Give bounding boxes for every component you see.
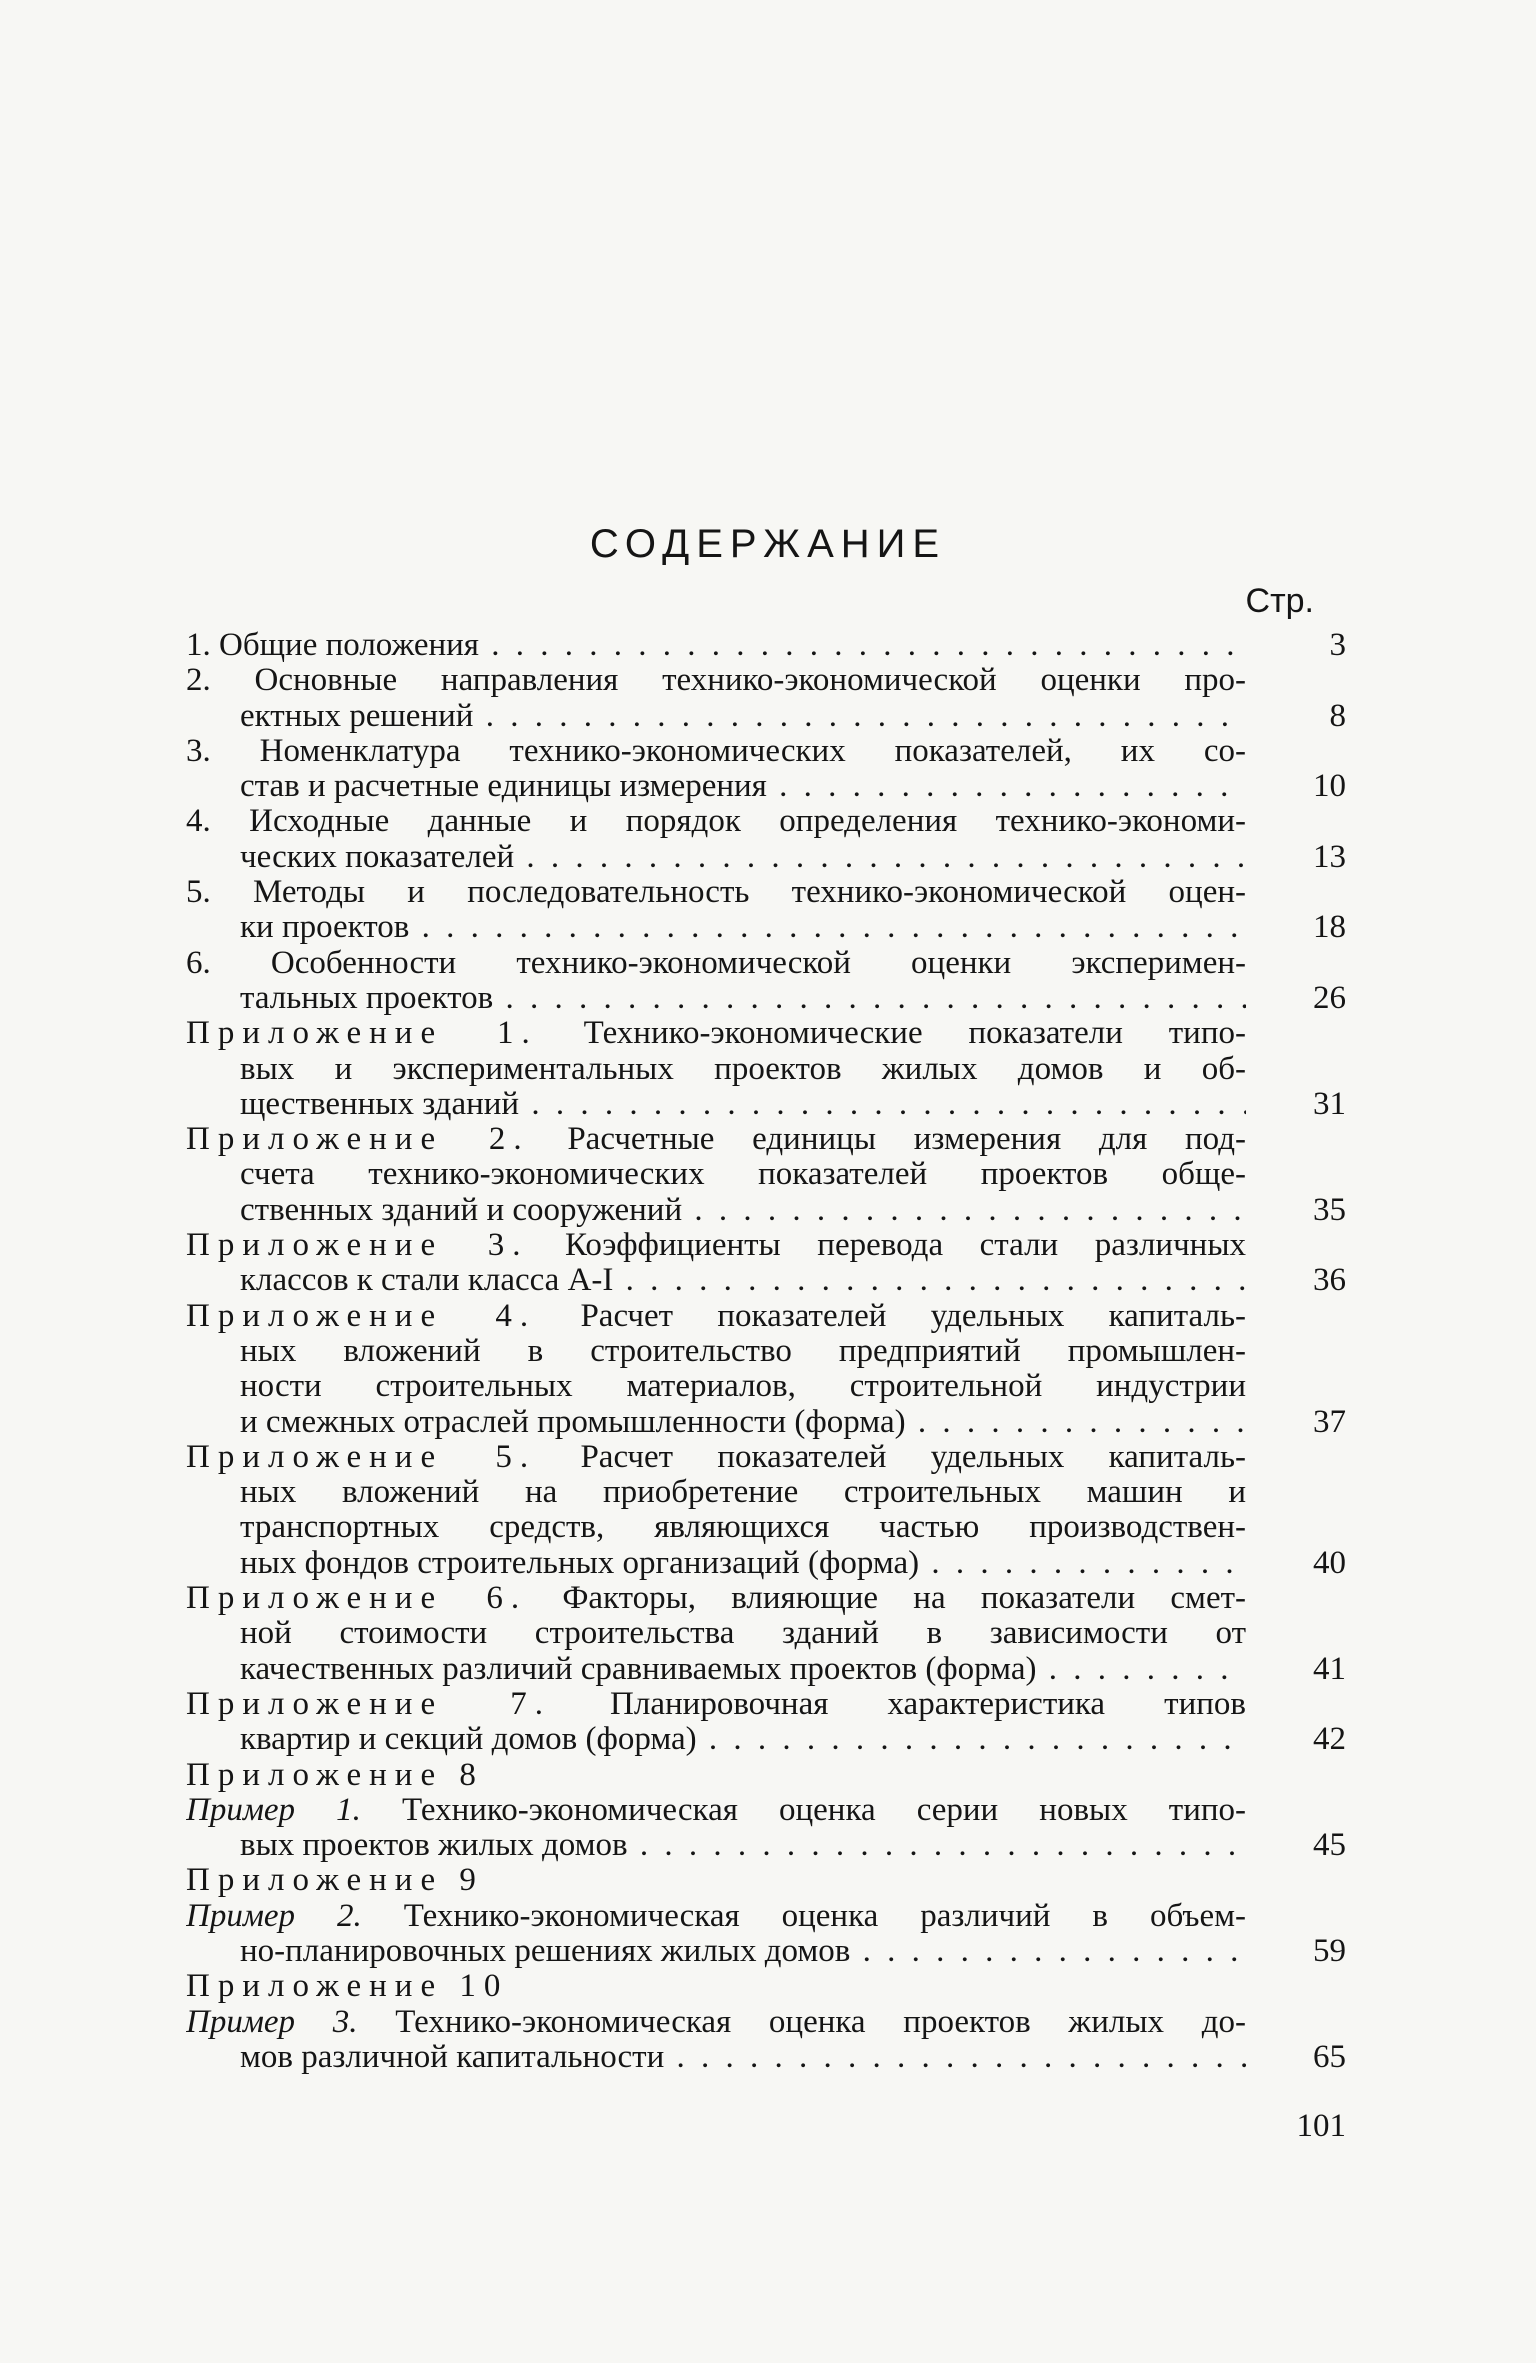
toc-entry-line [186,769,1246,804]
toc-entry [186,1758,1346,1793]
toc-entry-line [186,734,1246,769]
toc-entry [186,1299,1346,1440]
toc-entry-text: тальных проектов [240,980,494,1016]
toc-entry [186,1581,1346,1687]
table-of-contents [186,628,1346,2075]
toc-entry-text: ности строительных материалов, строительной индустрии [240,1369,1246,1405]
toc-entry-line [186,946,1246,981]
toc-entry [186,1899,1346,1970]
toc-entry-label: Приложение 4. [186,1298,537,1334]
toc-entry-label: Пример 2. [186,1898,362,1934]
toc-entry-line [186,1510,1246,1545]
toc-entry-label: Приложение 6. [186,1581,528,1617]
toc-entry-text: Технико-экономические показатели типо- [583,1016,1246,1052]
toc-entry-page: 8 [1329,697,1346,734]
toc-entry-text: Технико-экономическая оценка проектов жилых до- [395,2004,1246,2040]
toc-entry-text: ектных решений [240,698,474,734]
toc-entry-page: 59 [1313,1932,1346,1969]
toc-entry-page: 65 [1313,2038,1346,2075]
toc-entry [186,663,1346,734]
toc-entry-label: Приложение 1. [186,1016,538,1052]
toc-entry-page: 10 [1313,768,1346,805]
toc-entry-label: Приложение 3. [186,1228,529,1264]
toc-entry-line [186,1228,1246,1263]
toc-entry-line [186,1722,1246,1757]
toc-entry-label: Приложение 7. [186,1686,551,1722]
toc-entry-line [186,1263,1246,1298]
toc-entry-text: ных вложений на приобретение строительных машин и [240,1475,1246,1511]
toc-entry-page: 3 [1329,627,1346,663]
toc-entry-line [186,628,1246,663]
toc-entry-line [186,1969,1246,2004]
pages-column-header: Стр. [1245,582,1314,620]
toc-entry-text: Технико-экономическая оценка серии новых типо- [401,1792,1246,1828]
toc-entry-text: но-планировочных решениях жилых домов [240,1933,851,1969]
toc-entry-text: ческих показателей [240,839,515,875]
toc-entry [186,628,1346,663]
toc-entry-line [186,1687,1246,1722]
toc-entry-page: 26 [1313,979,1346,1016]
toc-entry-page: 35 [1313,1191,1346,1228]
toc-entry-page: 40 [1313,1544,1346,1581]
toc-entry-text: 2. Основные направления технико-экономической оценки про- [186,663,1246,699]
toc-entry-text: транспортных средств, являющихся частью производствен- [240,1510,1246,1546]
toc-entry-text: Расчет показателей удельных капиталь- [580,1439,1246,1475]
toc-entry-text: 4. Исходные данные и порядок определения технико-экономи- [186,804,1246,840]
toc-entry-line [186,1369,1246,1404]
toc-entry-label: Пример 3. [186,2004,358,2040]
toc-entry-text: Факторы, влияющие на показатели смет- [562,1581,1246,1617]
toc-entry-line [186,1052,1246,1087]
toc-entry-line [186,875,1246,910]
toc-entry [186,1122,1346,1228]
toc-entry-text: Планировочная характеристика типов [610,1686,1246,1722]
toc-entry-label: Приложение 10 [186,1969,509,2005]
toc-entry [186,804,1346,875]
toc-entry-line [186,699,1246,734]
toc-entry [186,1687,1346,1758]
toc-entry-line [186,1616,1246,1651]
toc-entry-text: 3. Номенклатура технико-экономических показателей, их со- [186,733,1246,769]
toc-entry-text: став и расчетные единицы измерения [240,769,767,805]
toc-entry [186,1440,1346,1581]
toc-entry-line [186,804,1246,839]
toc-entry-text: и смежных отраслей промышленности (форма) [240,1404,906,1440]
toc-entry [186,1863,1346,1898]
toc-entry-text: щественных зданий [240,1086,520,1122]
toc-entry-text: Расчетные единицы измерения для под- [567,1122,1246,1158]
toc-entry-text: ки проектов [240,910,410,946]
toc-entry [186,1016,1346,1122]
toc-entry-line [186,1581,1246,1616]
toc-entry-text: Расчет показателей удельных капиталь- [580,1298,1246,1334]
toc-entry-line [186,1122,1246,1157]
toc-entry-line [186,1793,1246,1828]
page-title: СОДЕРЖАНИЕ [589,522,947,566]
toc-entry-line [186,1087,1246,1122]
toc-entry-line [186,1899,1246,1934]
toc-entry-page: 13 [1313,838,1346,875]
toc-entry-label: Приложение 5. [186,1439,537,1475]
toc-entry-line [186,1863,1246,1898]
toc-entry [186,734,1346,805]
toc-entry [186,946,1346,1017]
toc-entry-line [186,2040,1246,2075]
toc-entry-text: ственных зданий и сооружений [240,1192,683,1228]
toc-entry-line [186,1405,1246,1440]
toc-entry-line [186,1652,1246,1687]
toc-entry-text: качественных различий сравниваемых проектов (форма) [240,1651,1037,1687]
toc-entry-text: ной стоимости строительства зданий в зависимости от [240,1616,1246,1652]
toc-entry-text: 6. Особенности технико-экономической оценки эксперимен- [186,945,1246,981]
toc-entry-page: 36 [1313,1262,1346,1299]
toc-entry-text: 5. Методы и последовательность технико-экономической оцен- [186,875,1246,911]
toc-entry-line [186,2005,1246,2040]
toc-entry [186,2005,1346,2076]
toc-entry-line [186,1546,1246,1581]
toc-entry-label: Пример 1. [186,1792,361,1828]
toc-entry-line [186,1934,1246,1969]
toc-entry [186,1228,1346,1299]
toc-entry-label: Приложение 2. [186,1122,530,1158]
toc-entry-line [186,1758,1246,1793]
toc-entry-page: 42 [1313,1721,1346,1758]
toc-entry-text: вых проектов жилых домов [240,1828,628,1864]
page-folio: 101 [1296,2108,1346,2144]
toc-entry-line [186,910,1246,945]
toc-entry [186,1793,1346,1864]
toc-entry-line [186,1440,1246,1475]
toc-entry-page: 37 [1313,1403,1346,1440]
toc-entry-page: 45 [1313,1827,1346,1864]
toc-entry-line [186,1299,1246,1334]
toc-entry-line [186,981,1246,1016]
toc-entry-text: 1. Общие положения [186,628,479,663]
toc-entry-line [186,1475,1246,1510]
toc-entry-line [186,840,1246,875]
toc-entry-text: счета технико-экономических показателей проектов обще- [240,1157,1246,1193]
toc-entry-line [186,1828,1246,1863]
toc-entry-line [186,1334,1246,1369]
toc-entry-text: ных фондов строительных организаций (форма) [240,1545,920,1581]
toc-entry-text: Коэффициенты перевода стали различных [565,1228,1246,1264]
toc-entry-text: мов различной капитальности [240,2039,665,2075]
toc-entry-text: Технико-экономическая оценка различий в объем- [403,1898,1246,1934]
toc-entry-text: классов к стали класса А-I [240,1263,614,1299]
toc-entry-label: Приложение 8 [186,1757,484,1793]
toc-entry-page: 31 [1313,1085,1346,1122]
toc-entry-page: 18 [1313,909,1346,946]
toc-entry-text: ных вложений в строительство предприятий промышлен- [240,1333,1246,1369]
toc-entry-line [186,663,1246,698]
toc-entry-line [186,1157,1246,1192]
toc-entry-text: вых и экспериментальных проектов жилых домов и об- [240,1051,1246,1087]
toc-entry-text: квартир и секций домов (форма) [240,1722,697,1758]
toc-entry [186,1969,1346,2004]
toc-entry-label: Приложение 9 [186,1863,484,1899]
toc-entry-page: 41 [1313,1650,1346,1687]
toc-entry-line [186,1016,1246,1051]
toc-entry [186,875,1346,946]
toc-entry-line [186,1193,1246,1228]
